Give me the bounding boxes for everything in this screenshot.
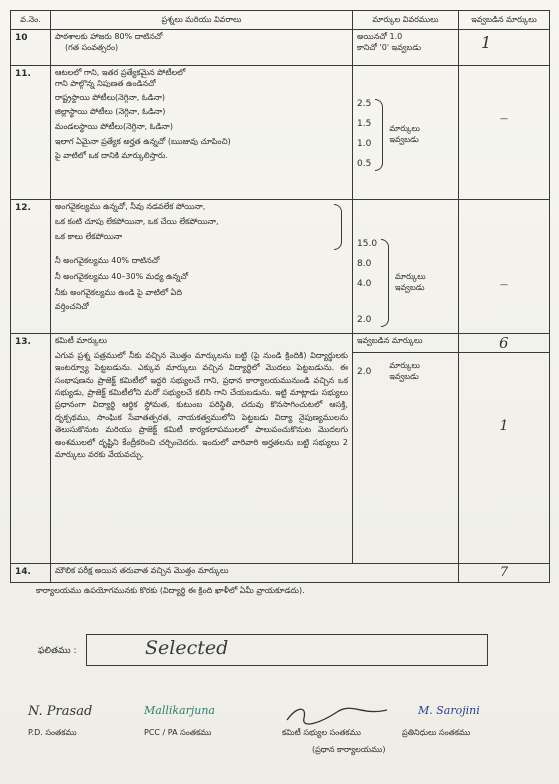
question-line: (గత సంవత్సరం) <box>65 42 119 52</box>
value-item: 1.0 <box>357 139 372 149</box>
row-detail <box>353 200 459 334</box>
table-row <box>11 334 550 564</box>
signature-mark: Mallikarjuna <box>144 704 215 717</box>
question-line: ఒక కాలు లేకపోయినా <box>55 231 123 241</box>
row-sno: 14. <box>11 564 51 583</box>
office-use-note: కార్యాలయము ఉపయోగమునకు కొరకు (విద్యార్థి ఈ క్రింది ఖాళీలో ఏమీ వ్రాయకూడదు). <box>36 586 305 595</box>
awarded-mark: 7 <box>459 564 550 583</box>
awarded-mark: — <box>459 200 550 334</box>
detail-line: కానిచో '0' ఇవ్వబడు <box>357 42 422 52</box>
row-sno: 11. <box>11 66 51 200</box>
awarded-mark: 1 <box>459 30 550 66</box>
marks-table <box>10 10 550 583</box>
row-question <box>51 564 459 583</box>
header-marks-detail: మార్కుల వివరములు <box>353 11 459 30</box>
question-line: మండలస్థాయి పోటీలు(నెగ్గినా, ఓడినా) <box>55 122 173 132</box>
row-question <box>51 30 353 66</box>
awarded-mark: — <box>459 66 550 200</box>
detail-top: ఇవ్వబడిన మార్కులు <box>353 334 458 353</box>
question-line: రాష్ట్రస్థాయి పోటీలు(నెగ్గినా, ఓడినా) <box>55 92 166 102</box>
row-sno: 13. <box>11 334 51 564</box>
table-header-row <box>11 11 550 30</box>
header-sno: వ.నెం. <box>11 11 51 30</box>
signature-scribble <box>282 704 392 726</box>
question-line: పై వాటిలో ఒక దానికి మార్కులిస్తారు. <box>55 150 168 160</box>
value-item: 2.0 <box>357 366 372 377</box>
top-mark: 6 <box>499 334 509 352</box>
value-item: 8.0 <box>357 259 372 269</box>
header-question: ప్రశ్నలు మరియు వివరాలు <box>51 11 353 30</box>
signature-caption: కమిటీ సభ్యుల సంతకము <box>282 728 361 737</box>
signature-sub: (ప్రధాన కార్యాలయము) <box>312 745 386 754</box>
top-mark-cell <box>459 334 549 353</box>
awarded-mark: 1 <box>499 418 509 434</box>
signature-caption: PCC / PA సంతకము <box>144 728 212 737</box>
table-row <box>11 564 550 583</box>
question-line: అంగవైకల్యము ఉన్నచో, నీవు నడవలేక పోయినా, <box>55 202 206 211</box>
row-sno: 10 <box>11 30 51 66</box>
question-line: మౌలిక పరీక్ష అయిన తరువాత వచ్చిన మొత్తం మార్కులు <box>55 566 229 575</box>
brace-text: మార్కులు ఇవ్వబడు <box>389 361 420 381</box>
brace <box>334 204 342 250</box>
committee-paragraph: ఎగువ ప్రశ్న పత్రములో నీకు వచ్చిన మొత్తం మార్కులను బట్టి (పై నుండి క్రిందికి) విద్యార్థులకు ఇంటర్వ్యూ పెట్టబడును. ఎక్కువ మార్కులు వచ్చిన విద్యార్థిలో మొదలు పెట్టబడును. ఈ సంభాషణను ప్రాజెక్ట్ కమిటీలో ఇద్దరి సభ్యులచే గాని, ప్రధాన కార్యాలయమునుండి వచ్చిన ఒక సభ్యుడు, ప్రాజెక్ట్ కమిటీలోని మరో సభ్యులచే కలిసి గాని చేయబడును. ఇట్టి మాట్లాడు సభ్యులు ప్రధానంగా విద్యార్థి ఆర్థిక స్థోమత, కుటుంబ పరిస్థితి, చదువు కొనసాగించుటలో ఆసక్తి, దృక్పథము, సాంఘిక సేవాతత్పరత, నాయకత్వములోని పెట్టబడు విద్యా నైపుణ్యములను తెలుసుకొనుట మరియు ప్రాజెక్ట్ కమిటీ కార్యకలాపములలో పాలుపంచుకొనుట మొదలగు అంశములలో దృష్టిని కేంద్రీకరించి చర్చించెదరు. ఇందులో వారివారి అర్హతలను బట్టి సభ్యులు 2 మార్కులు వరకు వేయవచ్చు. <box>55 350 348 459</box>
detail-line: అయినచో 1.0 <box>357 32 403 41</box>
signature-caption: P.D. సంతకము <box>28 728 77 737</box>
question-line: కమిటీ మార్కులు <box>55 336 107 345</box>
table-row <box>11 30 550 66</box>
question-line: ఒక కంటి చూపు లేకపోయినా, ఒక చేయి లేకపోయినా, <box>55 216 219 226</box>
brace <box>375 99 383 171</box>
value-item: 2.5 <box>357 99 372 109</box>
question-line: ఇలాగ ఏమైనా ప్రత్యేక అర్హత ఉన్నచో (ఋజువు చూపించి) <box>55 136 231 146</box>
value-item: 4.0 <box>357 279 372 289</box>
result-label: ఫలితము : <box>38 646 77 656</box>
row-sno: 12. <box>11 200 51 334</box>
value-item: 1.5 <box>357 119 372 129</box>
signature-mark: M. Sarojini <box>418 704 480 717</box>
signature-representative <box>402 704 480 739</box>
brace-text: మార్కులు ఇవ్వబడు <box>395 272 426 292</box>
values-column <box>357 98 371 172</box>
result-field[interactable] <box>86 634 488 666</box>
question-line: పాఠశాలకు హాజరు 80% దాటినచో <box>55 32 163 41</box>
question-line: నీ అంగవైకల్యము 40–30% మధ్య ఉన్నచో <box>55 271 189 281</box>
header-awarded: ఇవ్వబడిన మార్కులు <box>459 11 550 30</box>
signature-pcc <box>144 704 215 739</box>
value-item: 15.0 <box>357 239 378 249</box>
values-column <box>357 238 377 328</box>
signature-committee <box>282 704 392 756</box>
brace <box>381 239 389 327</box>
question-line: నీ అంగవైకల్యము 40% దాటినచో <box>55 256 160 265</box>
value-item: 2.0 <box>357 315 372 325</box>
row-detail <box>353 30 459 66</box>
row-detail <box>353 66 459 200</box>
question-line: జిల్లాస్థాయి పోటీలు (నెగ్గినా, ఓడినా) <box>55 107 166 117</box>
table-row <box>11 200 550 334</box>
signature-caption: ప్రతినిధులు సంతకము <box>402 728 471 737</box>
signature-mark: N. Prasad <box>28 704 93 719</box>
result-value: Selected <box>145 637 229 659</box>
table-row <box>11 66 550 200</box>
question-line: నీకు అంగవైకల్యము ఉండి పై వాటిలో ఏది <box>55 287 183 297</box>
row-question <box>51 200 353 334</box>
value-item: 0.5 <box>357 159 372 169</box>
question-line: ఆటలలో గాని, ఇతర ప్రత్యేకమైన పోటీలలో <box>55 68 186 77</box>
row-question <box>51 66 353 200</box>
question-line: వర్తించనిచో <box>55 302 89 312</box>
question-line: గాని పాల్గొన్న నిపుణత ఉండినచో <box>55 78 156 88</box>
row-awarded <box>459 334 550 564</box>
row-question <box>51 334 353 564</box>
row-detail <box>353 334 459 564</box>
signature-pd <box>28 704 92 739</box>
brace-text: మార్కులు ఇవ్వబడు <box>389 124 420 144</box>
